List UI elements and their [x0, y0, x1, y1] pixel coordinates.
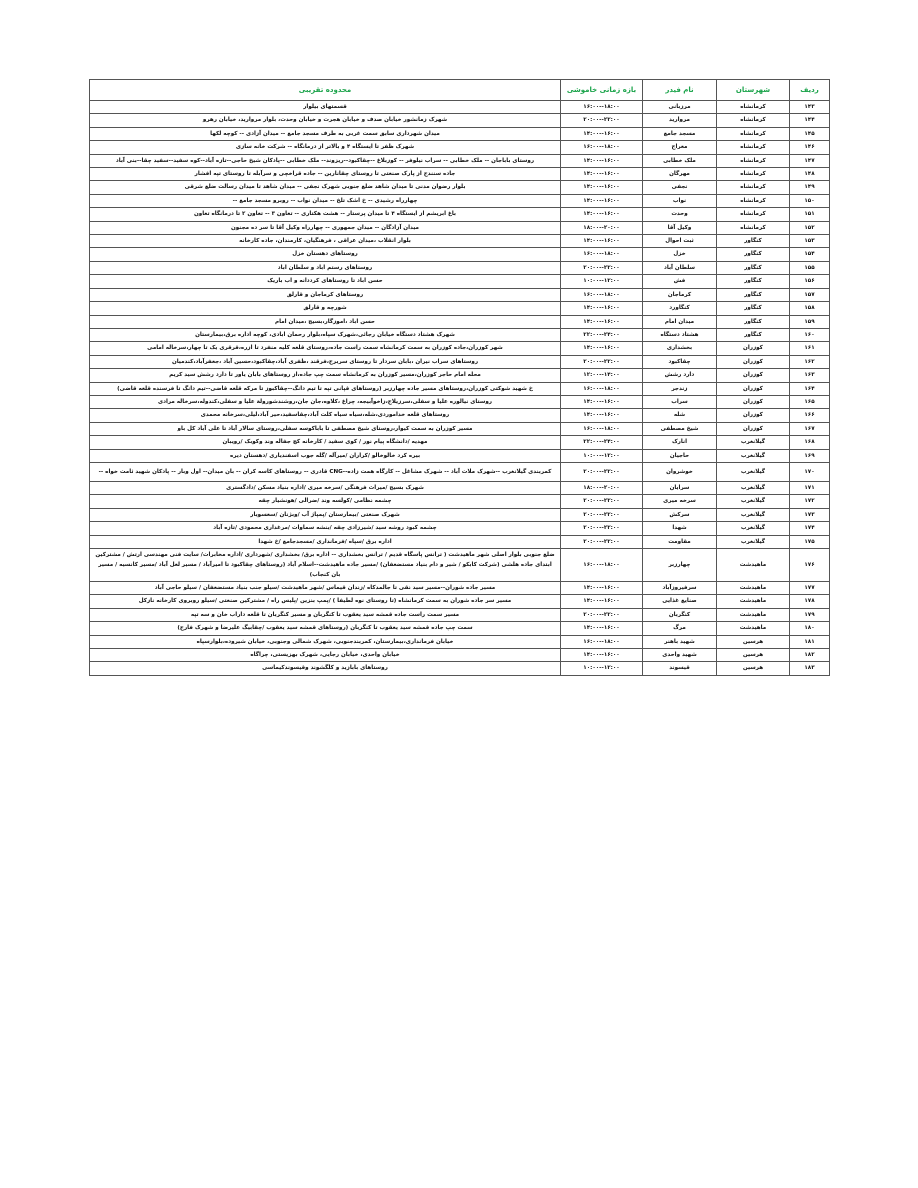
feeder-name-cell: چهارزبر — [643, 549, 717, 582]
table-row — [90, 208, 830, 221]
outage-time-cell: ۲۰:۰۰--۲۲:۰۰ — [561, 114, 643, 127]
city-cell: کوزران — [717, 409, 790, 422]
row-number-cell: ۱۸۰ — [790, 622, 830, 635]
table-row — [90, 535, 830, 548]
table-row — [90, 449, 830, 462]
feeder-name-cell: مروارید — [643, 114, 717, 127]
area-cell: روستای نیالوره علیا و سفلی،سرزیلاج،زاخوآبیجه، چراغ ،کلاوه،جان جان،روشندشورولة علیا و سفلی،کندوله،سرخاله مرادی — [90, 395, 561, 408]
table-row — [90, 495, 830, 508]
outage-time-cell: ۱۴:۰۰--۱۶:۰۰ — [561, 302, 643, 315]
area-cell: روستاهای بابازید و کلگشوند وقیسوندکیماسی — [90, 662, 561, 675]
table-row — [90, 649, 830, 662]
area-cell: خیابان واحدی، خیابان رجایی، شهرک بهزیستی، چراگاه — [90, 649, 561, 662]
city-cell: گیلانغرب — [717, 508, 790, 521]
city-cell: کوزران — [717, 395, 790, 408]
feeder-name-cell: مسجد جامع — [643, 127, 717, 140]
area-cell: بلوار انقلاب ،میدان عراقی ، فرهنگیان، کارمندان، جاده کارخانه — [90, 235, 561, 248]
table-row — [90, 288, 830, 301]
table-row — [90, 154, 830, 167]
table-row — [90, 168, 830, 181]
city-cell: کرمانشاه — [717, 127, 790, 140]
row-number-cell: ۱۵۱ — [790, 208, 830, 221]
outage-time-cell: ۱۲:۰۰--۱۴:۰۰ — [561, 369, 643, 382]
city-cell: هرسین — [717, 662, 790, 675]
row-number-cell: ۱۷۶ — [790, 549, 830, 582]
outage-time-cell: ۲۰:۰۰--۲۲:۰۰ — [561, 462, 643, 481]
city-cell: کوزران — [717, 382, 790, 395]
outage-time-cell: ۱۴:۰۰--۱۶:۰۰ — [561, 127, 643, 140]
table-row — [90, 608, 830, 621]
area-cell: روستاهای سراب نیران ،بابان سردار تا روستای سربرج،فرقند ،ظفری آباد،چقاکبود،حسین آباد ،جعفرآباد،کندمیان — [90, 355, 561, 368]
feeder-name-cell: مرگ — [643, 622, 717, 635]
outage-time-cell: ۱۴:۰۰--۱۶:۰۰ — [561, 649, 643, 662]
table-row — [90, 635, 830, 648]
outage-time-cell: ۱۸:۰۰--۲۰:۰۰ — [561, 221, 643, 234]
table-row — [90, 261, 830, 274]
feeder-name-cell: نجفی — [643, 181, 717, 194]
table-row — [90, 369, 830, 382]
area-cell: اداره برق /سپاه /فرمانداری /مسجدجامع /خ شهدا — [90, 535, 561, 548]
table-row — [90, 382, 830, 395]
city-cell: کرمانشاه — [717, 181, 790, 194]
city-cell: کنگاور — [717, 288, 790, 301]
city-cell: کرمانشاه — [717, 221, 790, 234]
city-cell: کنگاور — [717, 302, 790, 315]
outage-time-cell: ۱۶:۰۰--۱۸:۰۰ — [561, 141, 643, 154]
table-row — [90, 141, 830, 154]
table-row — [90, 582, 830, 595]
row-number-cell: ۱۷۳ — [790, 508, 830, 521]
area-cell: بلوار رضوان مدنی تا میدان شاهد ضلع جنوبی شهرک نجفی -- میدان شاهد تا میدان رسالت ضلع شرقی — [90, 181, 561, 194]
outage-time-cell: ۲۰:۰۰--۲۲:۰۰ — [561, 355, 643, 368]
row-number-cell: ۱۴۴ — [790, 114, 830, 127]
row-number-cell: ۱۷۷ — [790, 582, 830, 595]
area-cell: میدان شهرداری سابق سمت غربی به طرف مسجد جامع -- میدان آزادی -- کوچه لکها — [90, 127, 561, 140]
table-row — [90, 248, 830, 261]
area-cell: باغ ابریشم از ایستگاه ۴ تا میدان پرستار -- هشت هکتاری -- تعاون ۳ -- تعاون ۲ تا درمانگاه تعاون — [90, 208, 561, 221]
table-row — [90, 422, 830, 435]
area-cell: شهرک ظفر تا ایستگاه ۴ و بالاتر از درمانگاه -- شرکت خانه سازی — [90, 141, 561, 154]
outage-time-cell: ۱۴:۰۰--۱۶:۰۰ — [561, 622, 643, 635]
row-number-cell: ۱۴۷ — [790, 154, 830, 167]
city-cell: کنگاور — [717, 328, 790, 341]
city-cell: کوزران — [717, 422, 790, 435]
row-number-cell: ۱۶۶ — [790, 409, 830, 422]
row-number-cell: ۱۶۴ — [790, 382, 830, 395]
outage-time-cell: ۱۰:۰۰--۱۲:۰۰ — [561, 275, 643, 288]
feeder-name-cell: میدان امام — [643, 315, 717, 328]
table-row — [90, 302, 830, 315]
table-row — [90, 436, 830, 449]
table-row — [90, 342, 830, 355]
feeder-name-cell: ثبت احوال — [643, 235, 717, 248]
row-number-cell: ۱۶۷ — [790, 422, 830, 435]
area-cell: مسیر کوزران به سمت کیوار،روستای شیخ مصطفی تا باباکوسه سفلی،روستای سالار آباد تا علی آباد کل باو — [90, 422, 561, 435]
feeder-name-cell: شیخ مصطفی — [643, 422, 717, 435]
feeder-name-cell: کنگاورد — [643, 302, 717, 315]
table-row — [90, 481, 830, 494]
city-cell: کرمانشاه — [717, 208, 790, 221]
area-cell: سمت چپ جاده قمشه سید یعقوب تا کنگربان (روستاهای قمشه سید یعقوب /چقابیگ علیرضا و شهرک فارج) — [90, 622, 561, 635]
feeder-name-cell: معراج — [643, 141, 717, 154]
feeder-name-cell: حاجیان — [643, 449, 717, 462]
feeder-name-cell: شله — [643, 409, 717, 422]
feeder-name-cell: خزل — [643, 248, 717, 261]
feeder-name-cell: سرایان — [643, 481, 717, 494]
city-cell: کرمانشاه — [717, 194, 790, 207]
row-number-cell: ۱۴۶ — [790, 141, 830, 154]
feeder-name-cell: مهرگان — [643, 168, 717, 181]
feeder-name-cell: سرفیروزآباد — [643, 582, 717, 595]
header-city: شهرستان — [717, 80, 790, 101]
city-cell: کنگاور — [717, 315, 790, 328]
table-row — [90, 662, 830, 675]
row-number-cell: ۱۶۰ — [790, 328, 830, 341]
feeder-name-cell: دارد رشش — [643, 369, 717, 382]
table-row — [90, 221, 830, 234]
table-header-row — [90, 80, 830, 101]
table-row — [90, 235, 830, 248]
city-cell: کوزران — [717, 355, 790, 368]
row-number-cell: ۱۵۶ — [790, 275, 830, 288]
area-cell: شهر کوزران،جاده کوزران به سمت کرمانشاه سمت راست جاده،روستای قلعه کلیه منفرد تا ازره،قرقری یک تا چهار،سرخاله امامی — [90, 342, 561, 355]
feeder-name-cell: مقاومت — [643, 535, 717, 548]
area-cell: خ شهید شوکتی کوزران،روستاهای مسیر جاده چهارزبر (روستاهای قپانی تپه تا تیم دانگ--چقاکبوز تا مرکه قلعه قاضی--تیم دانگ تا فرسنده قلعه قاضی) — [90, 382, 561, 395]
header-row-number: ردیف — [790, 80, 830, 101]
area-cell: چهارراه رشیدی -- خ اشک تلخ -- میدان نواب -- روبرو مسجد جامع -- — [90, 194, 561, 207]
row-number-cell: ۱۷۰ — [790, 462, 830, 481]
city-cell: کنگاور — [717, 235, 790, 248]
area-cell: روستاهای کرماجان و قارلق — [90, 288, 561, 301]
outage-time-cell: ۱۶:۰۰--۱۸:۰۰ — [561, 101, 643, 114]
city-cell: هرسین — [717, 635, 790, 648]
feeder-name-cell: صنایع غذایی — [643, 595, 717, 608]
outage-time-cell: ۱۴:۰۰--۱۶:۰۰ — [561, 181, 643, 194]
outage-time-cell: ۲۰:۰۰--۲۲:۰۰ — [561, 608, 643, 621]
feeder-name-cell: هشتاد دستگاه — [643, 328, 717, 341]
row-number-cell: ۱۶۵ — [790, 395, 830, 408]
row-number-cell: ۱۶۱ — [790, 342, 830, 355]
feeder-name-cell: نواب — [643, 194, 717, 207]
outage-time-cell: ۱۴:۰۰--۱۶:۰۰ — [561, 315, 643, 328]
feeder-name-cell: خوشروان — [643, 462, 717, 481]
outage-time-cell: ۲۰:۰۰--۲۲:۰۰ — [561, 261, 643, 274]
table-row — [90, 549, 830, 582]
city-cell: کرمانشاه — [717, 141, 790, 154]
table-row — [90, 508, 830, 521]
city-cell: ماهیدشت — [717, 582, 790, 595]
area-cell: مسیر سر جاده شوران به سمت کرمانشاه (تا روستای نوه لطیفا ) /پمپ بنزین /پلیس راه / مشترکین صنعتی /سیلو روبروی کارخانه نازکل — [90, 595, 561, 608]
outage-schedule-page — [89, 79, 830, 676]
area-cell: کمربندی گیلانغرب --شهرک ملات آباد -- شهرک مشاغل -- کارگاه همت زاده--CNG قادری -- روستاهای کاسه کران -- بان میدان-- اول وبار -- پادکان شهید ثامت خواه -- — [90, 462, 561, 481]
city-cell: کرمانشاه — [717, 154, 790, 167]
feeder-name-cell: قیسوند — [643, 662, 717, 675]
feeder-name-cell: وکیل آقا — [643, 221, 717, 234]
row-number-cell: ۱۷۴ — [790, 522, 830, 535]
city-cell: ماهیدشت — [717, 595, 790, 608]
city-cell: کوزران — [717, 369, 790, 382]
feeder-name-cell: چقاکبود — [643, 355, 717, 368]
feeder-name-cell: شهید واحدی — [643, 649, 717, 662]
city-cell: کرمانشاه — [717, 114, 790, 127]
area-cell: میدان آزادگان -- میدان جمهوری -- چهارراه وکیل آقا تا سر ده مجنون — [90, 221, 561, 234]
feeder-name-cell: کنگربان — [643, 608, 717, 621]
row-number-cell: ۱۷۹ — [790, 608, 830, 621]
table-row — [90, 462, 830, 481]
city-cell: گیلانغرب — [717, 436, 790, 449]
table-row — [90, 114, 830, 127]
table-row — [90, 395, 830, 408]
row-number-cell: ۱۵۲ — [790, 221, 830, 234]
feeder-name-cell: شهید باهنر — [643, 635, 717, 648]
outage-time-cell: ۲۰:۰۰--۲۲:۰۰ — [561, 522, 643, 535]
row-number-cell: ۱۵۹ — [790, 315, 830, 328]
area-cell: چشمه کبود روشه سید /شیرزادی چقه /بنشه سماوات /مرغداری محمودی /تازه آباد — [90, 522, 561, 535]
row-number-cell: ۱۵۸ — [790, 302, 830, 315]
outage-time-cell: ۲۰:۰۰--۲۲:۰۰ — [561, 535, 643, 548]
feeder-name-cell: کرماجان — [643, 288, 717, 301]
table-row — [90, 275, 830, 288]
area-cell: مسیر جاده شوران--مسیر سید نقی تا جالمدکاه /زندان قیماس /شهر ماهیدشت /سیلو جنب بنیاد مستضعفان / سیلو حاجی آباد — [90, 582, 561, 595]
outage-time-cell: ۱۴:۰۰--۱۶:۰۰ — [561, 194, 643, 207]
outage-time-cell: ۱۶:۰۰--۱۸:۰۰ — [561, 288, 643, 301]
row-number-cell: ۱۸۳ — [790, 662, 830, 675]
city-cell: هرسین — [717, 649, 790, 662]
area-cell: روستای باباجان -- ملک خطابی -- سراب نیلوفر -- کوزبلاغ --چقاکبود--ریزوند-- ملک خطابی --پادکان شیخ حاجی--تازه آباد--کوه سفید--سفید چقا--بنی آباد — [90, 154, 561, 167]
table-row — [90, 127, 830, 140]
city-cell: ماهیدشت — [717, 608, 790, 621]
area-cell: قسمتهای بیلوار — [90, 101, 561, 114]
city-cell: ماهیدشت — [717, 549, 790, 582]
area-cell: شهرک هشتاد دستگاه خیابان رجائی،شهرک سپاه،بلوار رحمان ابادی، کوچه اداره برق،بیمارستان — [90, 328, 561, 341]
area-cell: محله امام حاجر کوزران،مسیر کوزران به کرمانشاه سمت چپ جاده،از روستاهای بابان یاور تا دارد رشش سید کریم — [90, 369, 561, 382]
outage-time-cell: ۱۴:۰۰--۱۶:۰۰ — [561, 595, 643, 608]
outage-time-cell: ۱۴:۰۰--۱۶:۰۰ — [561, 582, 643, 595]
area-cell: ضلع جنوبی بلوار اصلی شهر ماهیدشت ( ترانس پاسگاه قدیم / ترانس بخشداری -- اداره برق/ بخشداری /شهرداری /اداره مخابرات/ سایت فنی مهندسی ارتش / مشترکین ابتدای جاده هلشی (شرکت کابکو / شیر و دام بنیاد مستضعفان) /مسیر جاده ماهیدشت--اسلام آباد (روستاهای چقاکبود تا امیرآباد / مسیر لعل آباد /مسیر کانسیه / مسیر بان کنجاب) — [90, 549, 561, 582]
area-cell: شورچه و قارلق — [90, 302, 561, 315]
outage-time-cell: ۱۸:۰۰--۲۰:۰۰ — [561, 481, 643, 494]
table-row — [90, 355, 830, 368]
outage-time-cell: ۱۶:۰۰--۱۸:۰۰ — [561, 248, 643, 261]
outage-time-cell: ۱۴:۰۰--۱۶:۰۰ — [561, 154, 643, 167]
outage-time-cell: ۱۶:۰۰--۱۸:۰۰ — [561, 549, 643, 582]
area-cell: روستاهای رستم اباد و سلطان اباد — [90, 261, 561, 274]
city-cell: کرمانشاه — [717, 101, 790, 114]
outage-time-cell: ۱۴:۰۰--۱۶:۰۰ — [561, 208, 643, 221]
table-row — [90, 328, 830, 341]
row-number-cell: ۱۸۲ — [790, 649, 830, 662]
area-cell: حسن اباد تا روستاهای کرددانه و اب باریک — [90, 275, 561, 288]
feeder-name-cell: بخشداری — [643, 342, 717, 355]
table-row — [90, 101, 830, 114]
outage-time-cell: ۱۴:۰۰--۱۶:۰۰ — [561, 168, 643, 181]
row-number-cell: ۱۴۹ — [790, 181, 830, 194]
table-row — [90, 622, 830, 635]
row-number-cell: ۱۶۹ — [790, 449, 830, 462]
row-number-cell: ۱۷۸ — [790, 595, 830, 608]
row-number-cell: ۱۷۱ — [790, 481, 830, 494]
table-body — [90, 101, 830, 676]
row-number-cell: ۱۵۵ — [790, 261, 830, 274]
feeder-name-cell: انارک — [643, 436, 717, 449]
feeder-name-cell: فش — [643, 275, 717, 288]
table-row — [90, 181, 830, 194]
row-number-cell: ۱۷۲ — [790, 495, 830, 508]
city-cell: کنگاور — [717, 275, 790, 288]
table-row — [90, 315, 830, 328]
city-cell: کوزران — [717, 342, 790, 355]
feeder-name-cell: سلطان آباد — [643, 261, 717, 274]
outage-time-cell: ۱۴:۰۰--۱۶:۰۰ — [561, 395, 643, 408]
row-number-cell: ۱۵۴ — [790, 248, 830, 261]
feeder-name-cell: سراب — [643, 395, 717, 408]
area-cell: روستاهای دهستان خزل — [90, 248, 561, 261]
city-cell: گیلانغرب — [717, 535, 790, 548]
row-number-cell: ۱۷۵ — [790, 535, 830, 548]
city-cell: گیلانغرب — [717, 449, 790, 462]
outage-schedule-table — [89, 79, 830, 676]
outage-time-cell: ۱۶:۰۰--۱۸:۰۰ — [561, 635, 643, 648]
city-cell: ماهیدشت — [717, 622, 790, 635]
table-row — [90, 409, 830, 422]
row-number-cell: ۱۴۵ — [790, 127, 830, 140]
area-cell: شهرک صنعتی /بیمارستان /پمپاژ آب /وبژنان /سعسوبار — [90, 508, 561, 521]
feeder-name-cell: مرزبانی — [643, 101, 717, 114]
table-row — [90, 522, 830, 535]
feeder-name-cell: سرخه میری — [643, 495, 717, 508]
area-cell: حسن اباد ،اموزگار،بسیج ،میدان امام — [90, 315, 561, 328]
row-number-cell: ۱۶۳ — [790, 369, 830, 382]
outage-time-cell: ۲۰:۰۰--۲۲:۰۰ — [561, 508, 643, 521]
outage-time-cell: ۲۰:۰۰--۲۲:۰۰ — [561, 495, 643, 508]
outage-time-cell: ۱۶:۰۰--۱۸:۰۰ — [561, 382, 643, 395]
feeder-name-cell: زندجر — [643, 382, 717, 395]
row-number-cell: ۱۵۳ — [790, 235, 830, 248]
area-cell: جاده سنندج از پارک صنعتی تا روستای چقانارین -- جاده قراخچی و سرآبله تا روستای تپه افشار — [90, 168, 561, 181]
city-cell: کنگاور — [717, 248, 790, 261]
header-outage-time: بازه زمانی خاموشی — [561, 80, 643, 101]
area-cell: خیابان فرمانداری،بیمارستان، کمربندجنوبی، شهرک شمالی وجنوبی، خیابان شیروده،بلوارسپاه — [90, 635, 561, 648]
area-cell: مهدیه /دانشگاه پیام نور / کوی سفید / کارخانه کچ جفاله وند وکوبک /رویبان — [90, 436, 561, 449]
city-cell: گیلانغرب — [717, 495, 790, 508]
row-number-cell: ۱۵۰ — [790, 194, 830, 207]
table-row — [90, 595, 830, 608]
row-number-cell: ۱۴۳ — [790, 101, 830, 114]
area-cell: بیره کرد خالوخالو /کراران /میرآله /گله جوب اسفندیاری /دهستان دیره — [90, 449, 561, 462]
area-cell: شهرک زمانشور خیابان صدف و خیابان هجرت و خیابان وحدت، بلوار مروارید، خیابان رهرو — [90, 114, 561, 127]
row-number-cell: ۱۶۲ — [790, 355, 830, 368]
area-cell: مسیر سمت راست جاده قمشه سید یعقوب تا کنگربان و مسیر کنگربان تا قلعه داراب خان و سه تپه — [90, 608, 561, 621]
outage-time-cell: ۲۲:۰۰--۲۴:۰۰ — [561, 436, 643, 449]
row-number-cell: ۱۵۷ — [790, 288, 830, 301]
feeder-name-cell: شهدا — [643, 522, 717, 535]
feeder-name-cell: ملک خطابی — [643, 154, 717, 167]
row-number-cell: ۱۶۸ — [790, 436, 830, 449]
outage-time-cell: ۱۶:۰۰--۱۸:۰۰ — [561, 422, 643, 435]
table-row — [90, 194, 830, 207]
row-number-cell: ۱۸۱ — [790, 635, 830, 648]
feeder-name-cell: وحدت — [643, 208, 717, 221]
outage-time-cell: ۱۴:۰۰--۱۶:۰۰ — [561, 235, 643, 248]
area-cell: روستاهای قلعه خداموردی،شله،سیاه سیاه کلت آباد،چقاسفید،حیر آباد،لیلی،سرخانه محمدی — [90, 409, 561, 422]
outage-time-cell: ۱۰:۰۰--۱۲:۰۰ — [561, 662, 643, 675]
outage-time-cell: ۱۴:۰۰--۱۶:۰۰ — [561, 342, 643, 355]
city-cell: گیلانغرب — [717, 522, 790, 535]
city-cell: کرمانشاه — [717, 168, 790, 181]
header-approximate-area: محدوده تقریبی — [90, 80, 561, 101]
feeder-name-cell: سرکش — [643, 508, 717, 521]
area-cell: چشمه نظامی /کولسه وند /ضرالی /هونشیار چقه — [90, 495, 561, 508]
row-number-cell: ۱۴۸ — [790, 168, 830, 181]
city-cell: گیلانغرب — [717, 462, 790, 481]
outage-time-cell: ۱۰:۰۰--۱۲:۰۰ — [561, 449, 643, 462]
outage-time-cell: ۱۴:۰۰--۱۶:۰۰ — [561, 409, 643, 422]
city-cell: کنگاور — [717, 261, 790, 274]
header-feeder-name: نام فیدر — [643, 80, 717, 101]
city-cell: گیلانغرب — [717, 481, 790, 494]
outage-time-cell: ۲۲:۰۰--۲۴:۰۰ — [561, 328, 643, 341]
area-cell: شهرک بسیج /میراث فرهنگی /سرخه میری /اداره بنیاد مسکن /دادگستری — [90, 481, 561, 494]
